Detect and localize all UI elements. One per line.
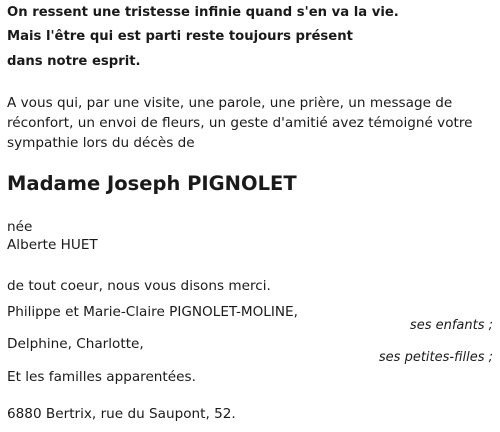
family-names-3: Et les familles apparentées. [7,369,196,385]
intro-line-1: On ressent une tristesse infinie quand s'en va la vie. [7,5,399,20]
nee-label: née [7,219,33,235]
thanks-line-3: sympathie lors du décès de [7,135,195,151]
family-names-2: Delphine, Charlotte, [7,336,144,352]
intro-line-3: dans notre esprit. [7,54,141,69]
family-relation-1: ses enfants ; [409,318,493,333]
thanks-line-1: A vous qui, par une visite, une parole, une prière, un message de [7,95,453,111]
address: 6880 Bertrix, rue du Saupont, 52. [7,406,236,422]
merci-line: de tout coeur, nous vous disons merci. [7,278,271,294]
family-relation-2: ses petites-filles ; [378,350,493,365]
family-names-1: Philippe et Marie-Claire PIGNOLET-MOLINE, [7,304,298,320]
thanks-line-2: réconfort, un envoi de fleurs, un geste d'amitié avez témoigné votre [7,115,473,131]
intro-line-2: Mais l'être qui est parti reste toujours présent [7,29,353,44]
maiden-name: Alberte HUET [7,237,98,253]
deceased-name: Madame Joseph PIGNOLET [7,172,297,195]
